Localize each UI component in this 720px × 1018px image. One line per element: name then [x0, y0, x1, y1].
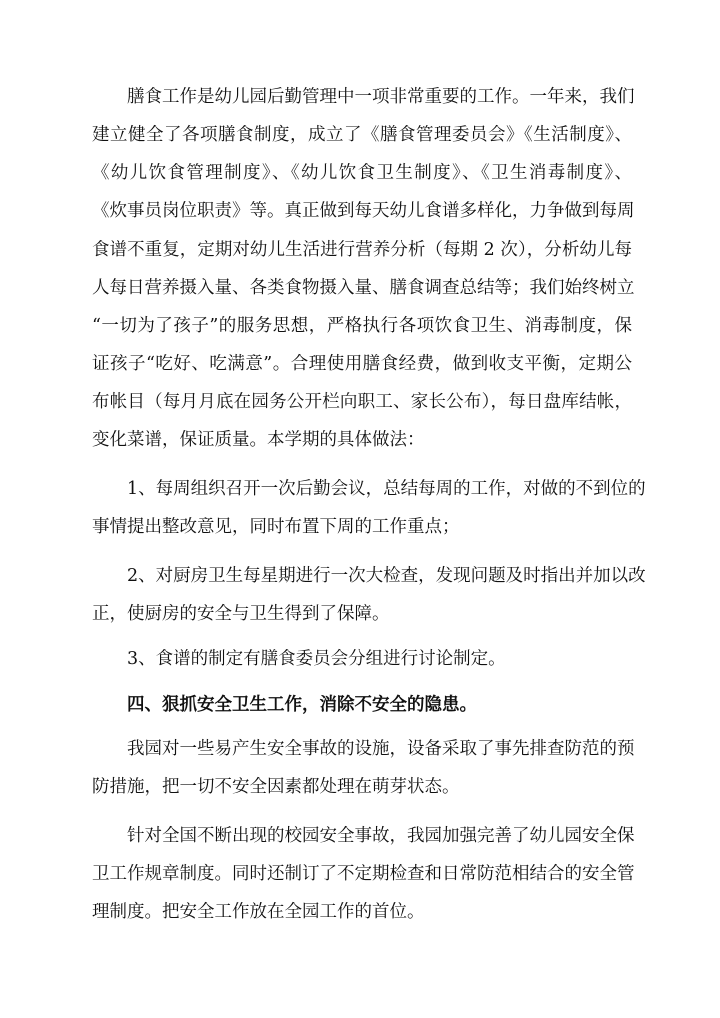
text-line: 卫工作规章制度。同时还制订了不定期检查和日常防范相结合的安全管	[92, 864, 635, 884]
text-line: 建立健全了各项膳食制度，成立了《膳食管理委员会》《生活制度》、	[92, 125, 632, 145]
text-line: 1、每周组织召开一次后勤会议，总结每周的工作，对做的不到位的	[127, 479, 646, 499]
text-line: 《炊事员岗位职责》等。真正做到每天幼儿食谱多样化，力争做到每周	[92, 201, 635, 221]
text-line: 防措施，把一切不安全因素都处理在萌芽状态。	[92, 777, 460, 797]
section-heading: 四、狠抓安全卫生工作，消除不安全的隐患。	[127, 695, 477, 715]
text-line: 《幼儿饮食管理制度》、《幼儿饮食卫生制度》、《卫生消毒制度》、	[92, 163, 632, 183]
text-line: 证孩子“吃好、吃满意”。合理使用膳食经费，做到收支平衡，定期公	[92, 354, 632, 374]
text-line: 变化菜谱，保证质量。本学期的具体做法：	[92, 430, 425, 450]
text-line: 我园对一些易产生安全事故的设施，设备采取了事先排查防范的预	[127, 739, 635, 759]
text-line: 正，使厨房的安全与卫生得到了保障。	[92, 604, 390, 624]
text-line: 食谱不重复，定期对幼儿生活进行营养分析（每期 2 次），分析幼儿每	[92, 240, 632, 260]
text-line: 针对全国不断出现的校园安全事故，我园加强完善了幼儿园安全保	[127, 826, 635, 846]
text-line: 2、对厨房卫生每星期进行一次大检查，发现问题及时指出并加以改	[127, 566, 646, 586]
text-line: 人每日营养摄入量、各类食物摄入量、膳食调查总结等；我们始终树立	[92, 278, 635, 298]
text-line: 3、食谱的制定有膳食委员会分组进行讨论制定。	[127, 649, 506, 669]
text-line: “一切为了孩子”的服务思想，严格执行各项饮食卫生、消毒制度，保	[92, 316, 632, 336]
text-line: 膳食工作是幼儿园后勤管理中一项非常重要的工作。一年来，我们	[127, 87, 635, 107]
text-line: 布帐目（每月月底在园务公开栏向职工、家长公布），每日盘库结帐，	[92, 392, 632, 412]
text-line: 事情提出整改意见，同时布置下周的工作重点；	[92, 517, 460, 537]
text-line: 理制度。把安全工作放在全园工作的首位。	[92, 902, 425, 922]
